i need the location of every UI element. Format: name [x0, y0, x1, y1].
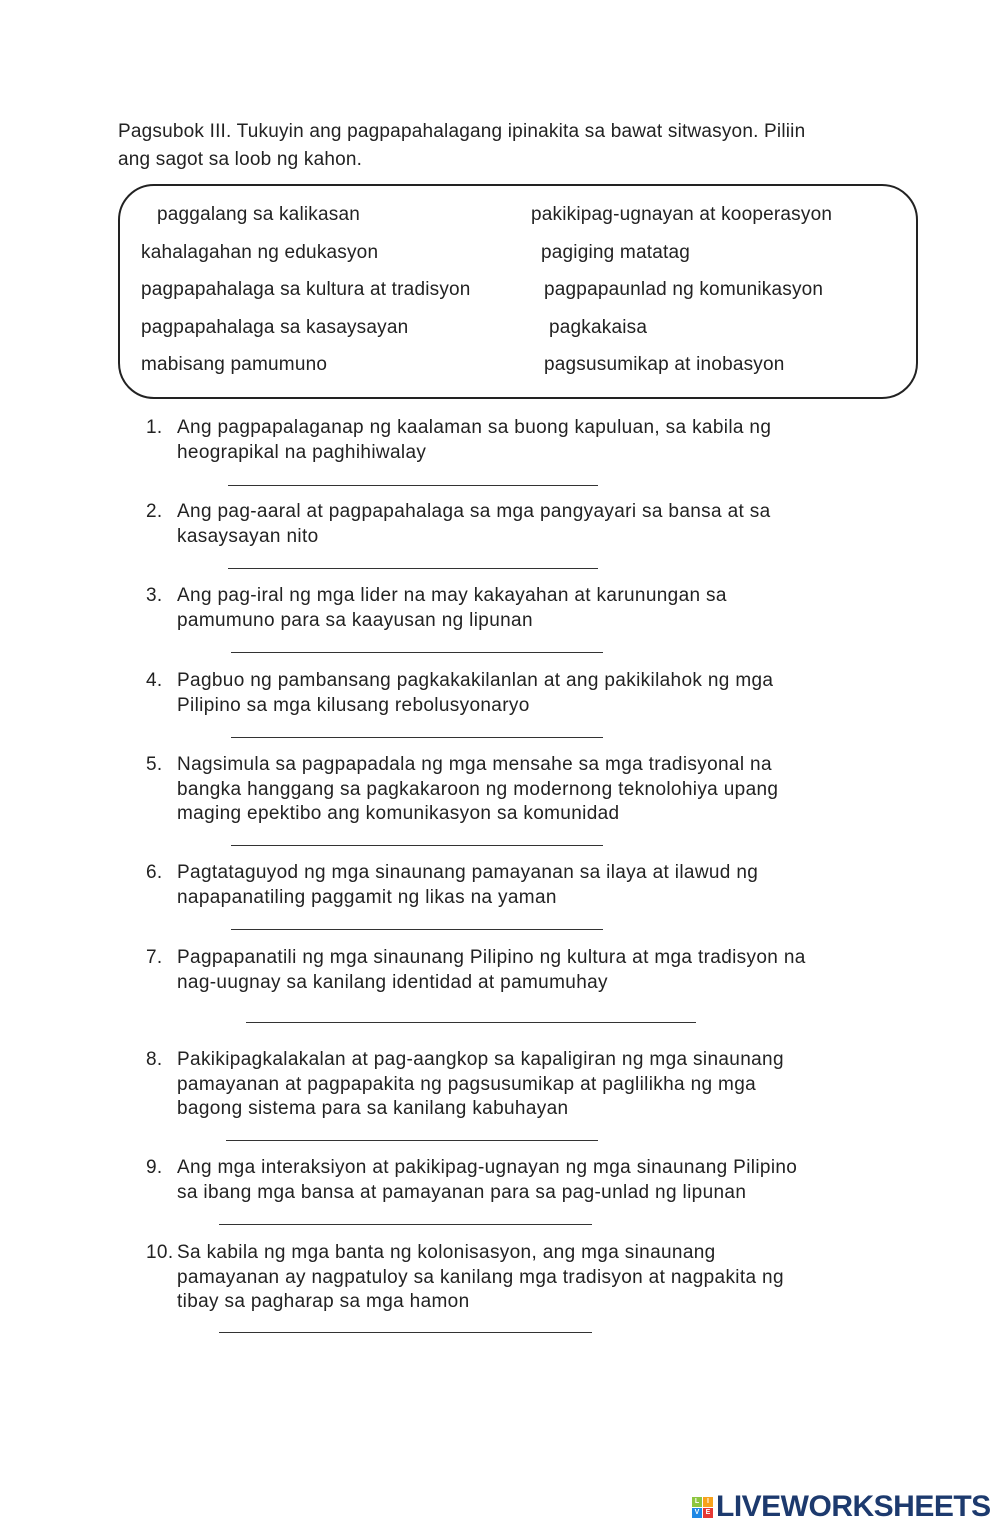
question-number: 10.: [146, 1242, 174, 1263]
logo-tiles-icon: L I V E: [692, 1497, 713, 1518]
answer-blank[interactable]: [231, 929, 603, 930]
question-text: Pagtataguyod ng mga sinaunang pamayanan sa ilaya at ilawud ng napapanatiling paggamit ng likas na yaman: [177, 862, 759, 908]
choice: pagkakaisa: [549, 317, 648, 338]
question-text: Pagbuo ng pambansang pagkakakilanlan at ang pakikilahok ng mga Pilipino sa mga kilusang rebolusyonaryo: [177, 670, 774, 716]
choice: pakikipag-ugnayan at kooperasyon: [531, 204, 833, 225]
question-number: 2.: [146, 501, 163, 522]
question-text: Ang mga interaksiyon at pakikipag-ugnayan ng mga sinaunang Pilipino sa ibang mga bansa at pamayanan para sa pag-unlad ng lipunan: [177, 1157, 798, 1203]
answer-blank[interactable]: [228, 485, 598, 486]
answer-blank[interactable]: [246, 1022, 696, 1023]
question-number: 8.: [146, 1049, 163, 1070]
question-number: 3.: [146, 585, 163, 606]
choice: mabisang pamumuno: [141, 354, 328, 375]
choice: pagpapahalaga sa kultura at tradisyon: [141, 279, 471, 300]
question-text: Pagpapanatili ng mga sinaunang Pilipino ng kultura at mga tradisyon na nag-uugnay sa kanilang identidad at pamumuhay: [177, 947, 806, 993]
answer-blank[interactable]: [231, 652, 603, 653]
choice: pagpapahalaga sa kasaysayan: [141, 317, 409, 338]
answer-blank[interactable]: [231, 737, 603, 738]
choice: pagsusumikap at inobasyon: [544, 354, 785, 375]
answer-blank[interactable]: [231, 845, 603, 846]
choice: paggalang sa kalikasan: [157, 204, 360, 225]
choice: pagiging matatag: [541, 242, 690, 263]
question-text: Ang pag-aaral at pagpapahalaga sa mga pangyayari sa bansa at sa kasaysayan nito: [177, 501, 771, 547]
answer-blank[interactable]: [219, 1224, 592, 1225]
question-number: 9.: [146, 1157, 163, 1178]
logo-text: LIVEWORKSHEETS: [716, 1490, 991, 1523]
answer-blank[interactable]: [228, 568, 598, 569]
question-text: Sa kabila ng mga banta ng kolonisasyon, ang mga sinaunang pamayanan ay nagpatuloy sa kanilang mga tradisyon at nagpakita ng tibay sa pagharap sa mga hamon: [177, 1242, 784, 1312]
instructions: Pagsubok III. Tukuyin ang pagpapahalagang ipinakita sa bawat sitwasyon. Piliin ang sagot sa loob ng kahon.: [118, 121, 806, 170]
question-number: 4.: [146, 670, 163, 691]
answer-blank[interactable]: [226, 1140, 598, 1141]
answer-blank[interactable]: [219, 1332, 592, 1333]
choice: kahalagahan ng edukasyon: [141, 242, 379, 263]
question-number: 1.: [146, 417, 163, 438]
liveworksheets-logo: [692, 1490, 991, 1524]
question-text: Ang pagpapalaganap ng kaalaman sa buong kapuluan, sa kabila ng heograpikal na paghihiwalay: [177, 417, 772, 463]
question-number: 5.: [146, 754, 163, 775]
question-text: Ang pag-iral ng mga lider na may kakayahan at karunungan sa pamumuno para sa kaayusan ng lipunan: [177, 585, 727, 631]
question-number: 7.: [146, 947, 163, 968]
question-number: 6.: [146, 862, 163, 883]
question-text: Nagsimula sa pagpapadala ng mga mensahe sa mga tradisyonal na bangka hanggang sa pagkakaroon ng modernong teknolohiya upang maging epektibo ang komunikasyon sa komunidad: [177, 754, 779, 824]
question-text: Pakikipagkalakalan at pag-aangkop sa kapaligiran ng mga sinaunang pamayanan at pagpapakita ng pagsusumikap at paglilikha ng mga bagong sistema para sa kanilang kabuhayan: [177, 1049, 784, 1119]
choice: pagpapaunlad ng komunikasyon: [544, 279, 824, 300]
